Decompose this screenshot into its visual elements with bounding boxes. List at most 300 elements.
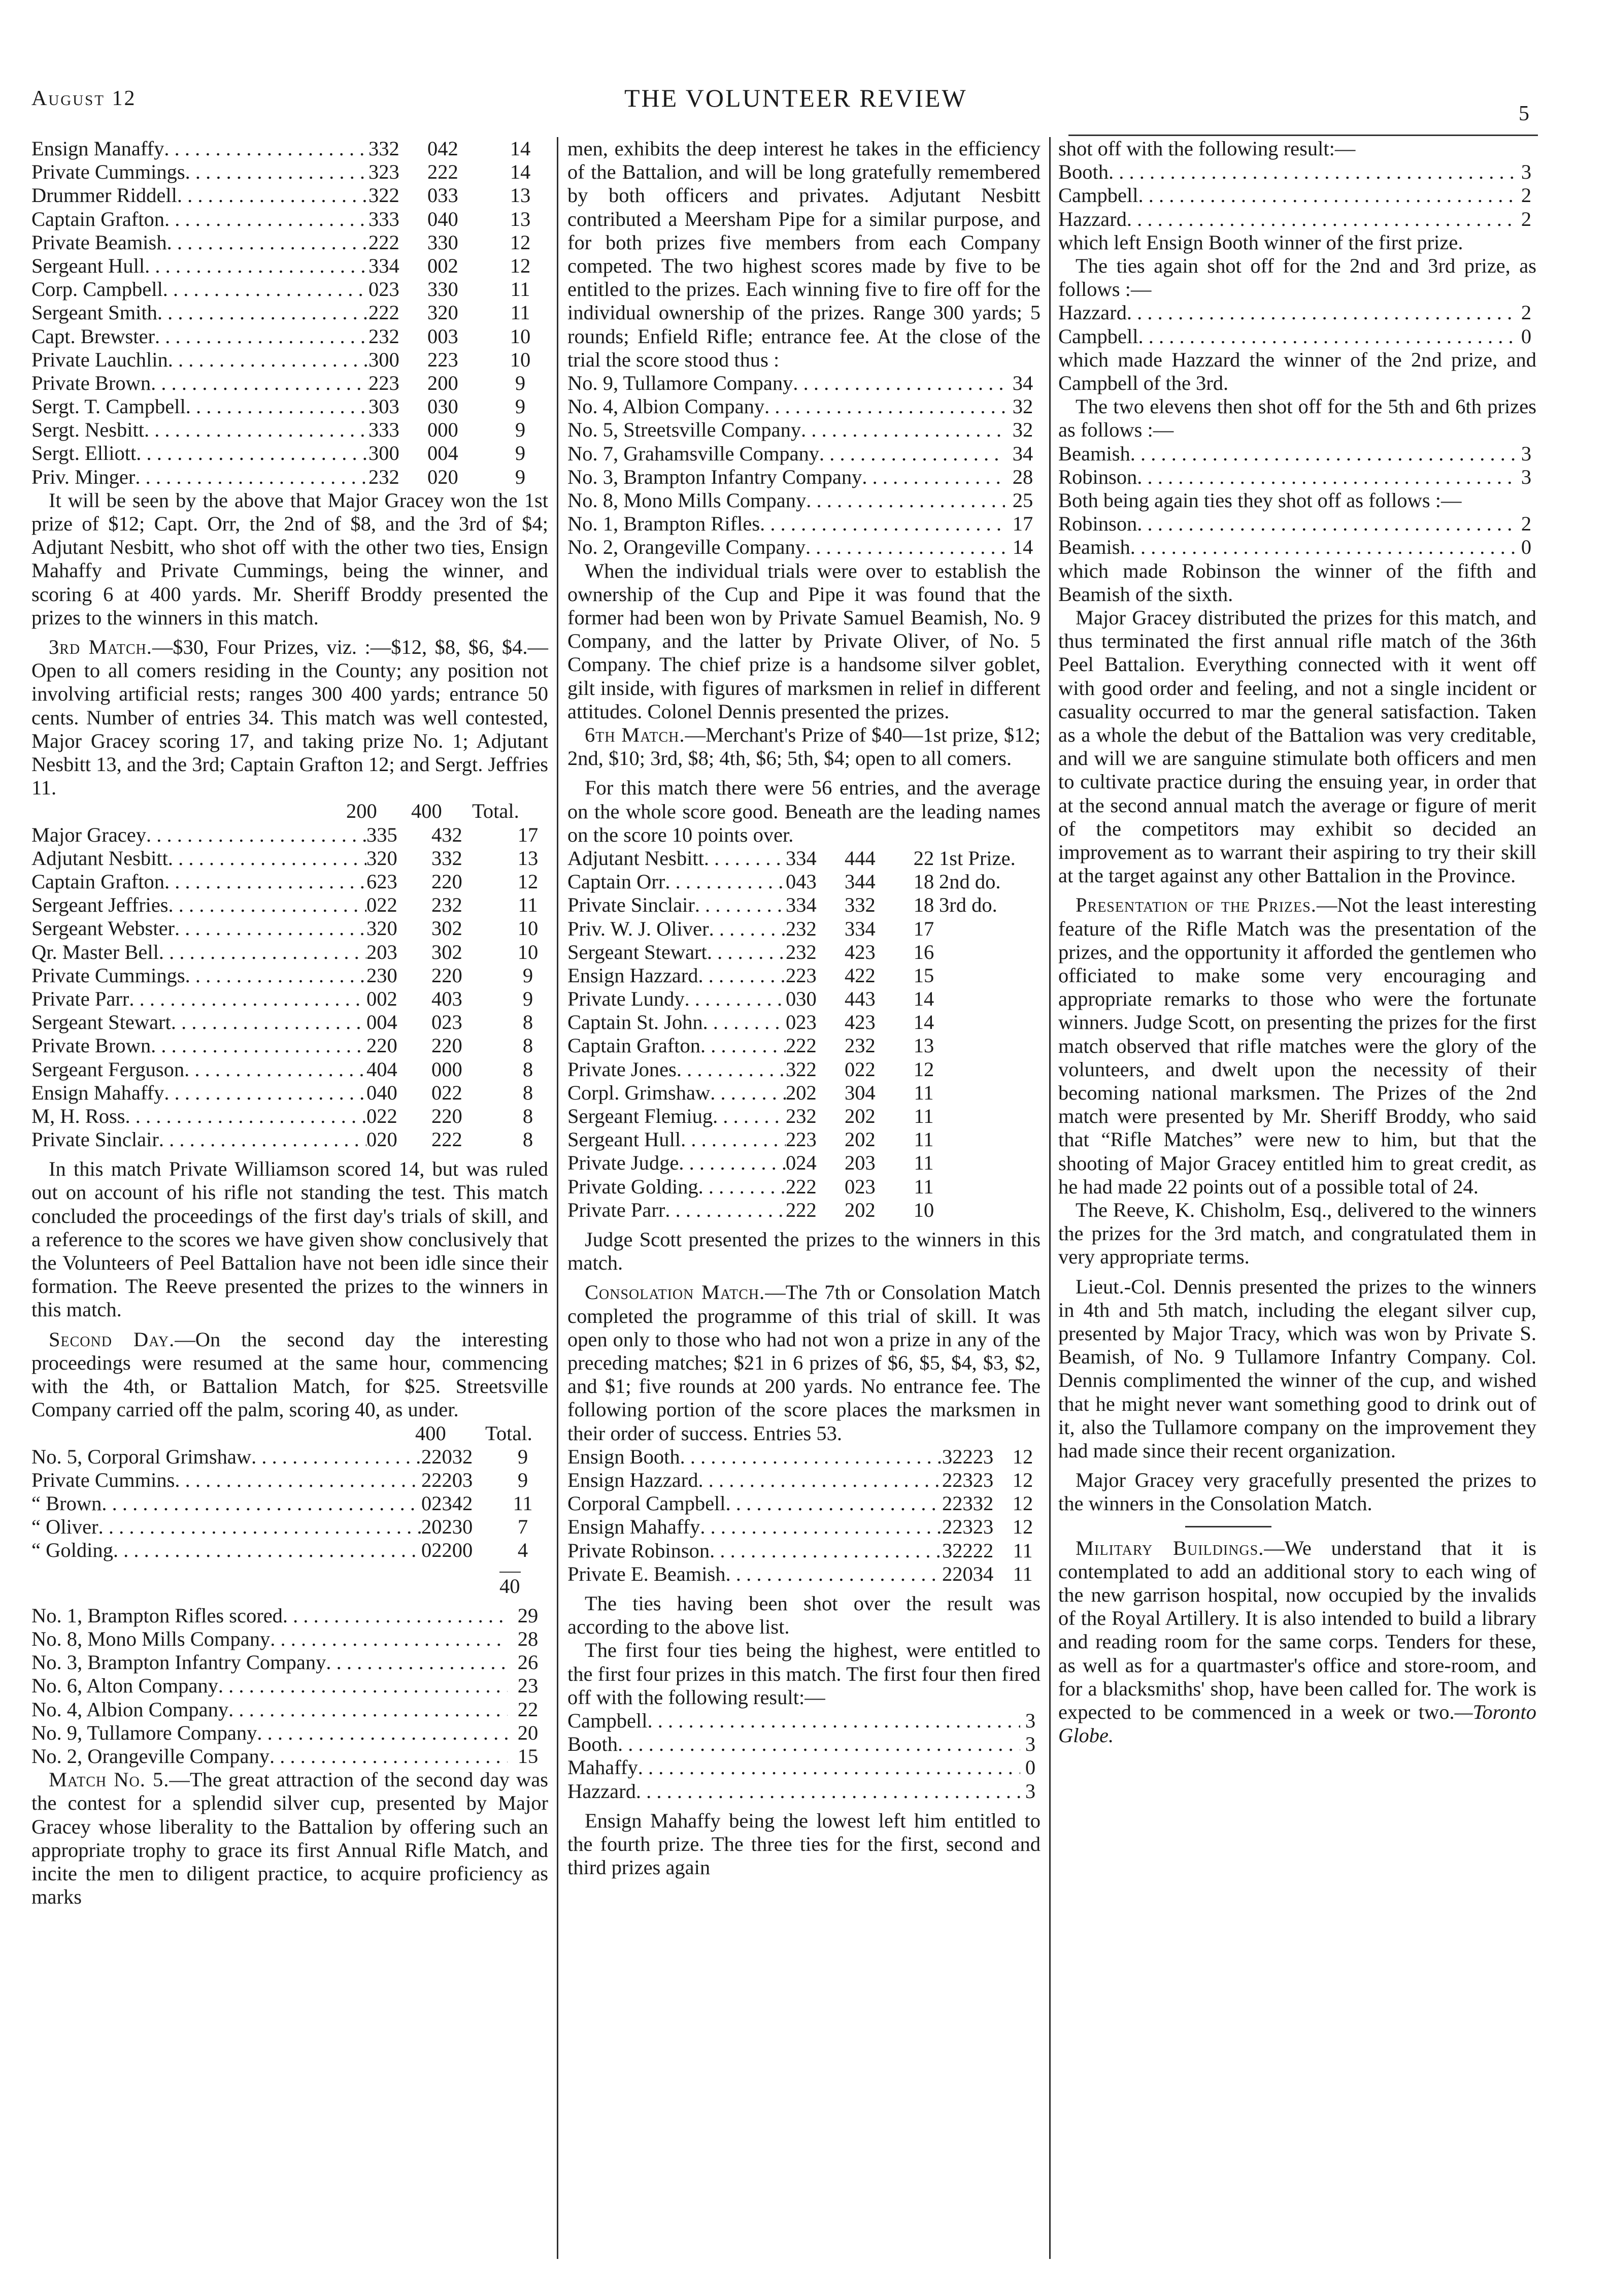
prize-place <box>939 941 1041 964</box>
score-total: 8 <box>522 1081 533 1104</box>
table-row <box>1058 160 1536 184</box>
table-row <box>31 208 548 231</box>
leader-dots <box>1109 160 1516 184</box>
table-row <box>567 418 1041 442</box>
competitor-name: Private Judge <box>567 1151 679 1175</box>
company-score-list <box>567 372 1041 559</box>
leader-dots <box>168 847 366 870</box>
table-row <box>567 1515 1041 1539</box>
leader-dots <box>164 870 366 893</box>
competitor-name: Captain Grafton <box>567 1034 701 1057</box>
section-text: —We understand that it is contemplated to add an additional story to each wing of the new garrison hospital, now occupied by the invalids of the Royal Artillery. It is also intended to build a library and reading room for the same corps. Tenders for these, as well as for a quartmaster's office and store-room, and for a blacksmiths' shop, have been called for. The work is expected to be commenced in a week or two. <box>1058 1536 1536 1724</box>
prize-place <box>939 1128 1041 1151</box>
score-200: 22323 <box>942 1515 994 1539</box>
header-rule <box>1068 135 1538 136</box>
company-name: No. 3, Brampton Infantry Company <box>31 1651 326 1674</box>
table-row <box>567 1492 1041 1515</box>
leader-dots <box>647 1709 1020 1733</box>
score-total: 8 <box>522 1034 533 1057</box>
paragraph: When the individual trials were over to establish the ownership of the Cup and Pipe it was found that the former had been won by Private Samuel Beamish, No. 9 Company, and the latter by Private Oliver, of No. 5 Company. The chief prize is a handsome silver goblet, gilt inside, with figures of marksmen in relief in different attitudes. Colonel Dennis presented the prizes. <box>567 559 1041 723</box>
table-row <box>567 1199 1041 1222</box>
table-row <box>31 348 548 372</box>
leader-dots <box>177 184 368 207</box>
section-head: Presentation of the Prizes. <box>1076 893 1317 917</box>
competitor-name: Sergeant Flemiug <box>567 1105 713 1128</box>
competitor-name: Adjutant Nesbitt <box>31 846 168 870</box>
score-total: 14 <box>510 137 531 160</box>
score-total: 12 <box>1012 1468 1033 1491</box>
score-total: 17 <box>517 823 539 846</box>
leader-dots <box>159 1128 366 1151</box>
prize-place <box>939 1151 1041 1175</box>
table-row <box>1058 442 1536 465</box>
score-400: 302 <box>431 917 462 940</box>
running-head-date: August 12 <box>31 87 137 110</box>
score-200: 303 <box>368 395 399 418</box>
score-total: 0 <box>1025 1756 1036 1779</box>
table-row <box>31 442 548 465</box>
score-200: 333 <box>368 418 399 442</box>
prize-place <box>939 1058 1041 1081</box>
tie-result-list <box>1058 160 1536 231</box>
section-text: —The 7th or Consolation Match completed the programme of this trial of skill. It was open only to those who had not won a prize in any of the preceding matches; $21 in 6 prizes of $6, $5, $4, $3, $2, and $1; five rounds at 200 yards. No entrance fee. The following portion of the score places the marksmen in their order of success. Entries 53. <box>567 1281 1041 1445</box>
table-row <box>31 870 548 893</box>
table-row <box>31 1651 548 1674</box>
leader-dots <box>159 941 366 964</box>
competitor-name: Beamish <box>1058 442 1130 465</box>
table-row <box>31 1627 548 1651</box>
score-200: 623 <box>366 870 397 893</box>
score-400: 023 <box>845 1175 876 1198</box>
company-name: No. 5, Streetsville Company <box>567 418 801 442</box>
paragraph: The first four ties being the highest, were entitled to the first four prizes in this match. The first four then fired off with the following result:— <box>567 1639 1041 1709</box>
paragraph <box>31 636 548 800</box>
score-total: 7 <box>517 1515 528 1539</box>
competitor-name: Hazzard <box>567 1779 636 1803</box>
prize-place <box>939 1199 1041 1222</box>
column-3 <box>1058 137 1536 1747</box>
score-200: 030 <box>786 987 817 1011</box>
score-400: 033 <box>427 184 458 207</box>
score-200: 022 <box>366 893 397 917</box>
score-total: 3 <box>1521 160 1532 184</box>
competitor-name: Qr. Master Bell <box>31 940 159 963</box>
score-total: 11 <box>1013 1562 1033 1585</box>
table-row <box>567 987 1041 1011</box>
score-total: 34 <box>1012 372 1033 395</box>
leader-dots <box>636 1780 1020 1803</box>
page-number: 5 <box>1519 102 1529 125</box>
prize-place <box>939 1175 1041 1199</box>
table-row <box>31 1445 548 1469</box>
score-400: 302 <box>431 940 462 963</box>
table-row <box>567 1011 1041 1034</box>
score-total: 9 <box>515 371 526 394</box>
competitor-name: Sergt. Elliott <box>31 442 137 465</box>
table-row <box>31 1539 548 1562</box>
score-total: 12 <box>1012 1515 1033 1539</box>
competitor-name: Private Brown <box>31 1034 151 1057</box>
score-400: 443 <box>845 987 876 1011</box>
paragraph: which left Ensign Booth winner of the first prize. <box>1058 230 1463 254</box>
table-row <box>31 917 548 940</box>
score-200: 323 <box>368 160 399 184</box>
table-row <box>31 1128 548 1151</box>
leader-dots <box>113 1539 421 1562</box>
competitor-name: Private Beamish <box>31 230 167 254</box>
score-400: 022 <box>431 1081 462 1104</box>
score-400: 004 <box>427 442 458 465</box>
competitor-name: Hazzard <box>1058 207 1127 230</box>
competitor-name: Ensign Hazzard <box>567 963 698 987</box>
score-total: 22 <box>517 1698 539 1721</box>
score-200: 320 <box>366 846 397 870</box>
score-total: 9 <box>522 987 533 1010</box>
score-200: 335 <box>366 823 397 846</box>
paragraph: The ties again shot off for the 2nd and 3rd prize, as follows :— <box>1058 254 1536 301</box>
competitor-name: Private E. Beamish <box>567 1562 726 1585</box>
score-400: 040 <box>427 207 458 230</box>
score-400: 022 <box>845 1057 876 1081</box>
score-total: 10 <box>517 917 539 940</box>
score-total: 12 <box>510 230 531 254</box>
leader-dots <box>164 208 368 231</box>
paragraph: Judge Scott presented the prizes to the winners in this match. <box>567 1227 1041 1275</box>
score-total: 8 <box>522 1104 533 1127</box>
score-total: 11 <box>914 1175 934 1198</box>
section-head: 6th Match. <box>585 723 685 746</box>
score-200: 223 <box>786 1128 817 1151</box>
score-200: 22323 <box>942 1468 994 1491</box>
leader-dots <box>679 1151 786 1175</box>
score-200: 223 <box>786 963 817 987</box>
score-400: 220 <box>431 1104 462 1127</box>
leader-dots <box>164 1081 366 1105</box>
leader-dots <box>710 1081 786 1105</box>
section-head: Military Buildings. <box>1076 1536 1264 1559</box>
leader-dots <box>184 1058 366 1081</box>
competitor-name: Robinson <box>1058 465 1137 488</box>
score-200: 333 <box>368 207 399 230</box>
company-name: No. 4, Albion Company <box>31 1698 229 1721</box>
leader-dots <box>135 465 368 489</box>
competitor-name: “ Golding <box>31 1539 113 1562</box>
leader-dots <box>700 1515 942 1539</box>
table-row <box>567 489 1041 512</box>
leader-dots <box>698 1469 942 1492</box>
company-name: No. 3, Brampton Infantry Company <box>567 465 862 488</box>
table-row <box>567 372 1041 395</box>
score-400: 200 <box>427 371 458 394</box>
leader-dots <box>136 442 368 465</box>
score-total: 9 <box>522 963 533 987</box>
score-total: 3 <box>1025 1709 1036 1732</box>
score-400: 423 <box>845 1011 876 1034</box>
score-total: 9 <box>517 1468 528 1491</box>
table-row <box>567 1469 1041 1492</box>
tie-result-list <box>1058 442 1536 489</box>
table-row <box>31 1674 548 1698</box>
table-row <box>31 1721 548 1745</box>
competitor-name: Booth <box>567 1733 618 1756</box>
table-row <box>567 847 1041 870</box>
table-row <box>567 536 1041 559</box>
company-name: No. 9, Tullamore Company <box>567 372 793 395</box>
source-credit: —Toronto Globe. <box>1058 1701 1536 1747</box>
leader-dots <box>171 1011 366 1034</box>
sum-value: 40 <box>499 1574 520 1598</box>
table-row <box>31 137 548 160</box>
score-total: 12 <box>913 1057 934 1081</box>
competitor-name: Mahaffy <box>567 1756 638 1779</box>
score-total: 34 <box>1012 442 1033 465</box>
score-total: 23 <box>517 1674 539 1698</box>
score-200: 022 <box>366 1104 397 1127</box>
score-total: 2 <box>1521 512 1532 536</box>
competitor-name: Captain Grafton <box>31 207 165 230</box>
competitor-name: Capt. Brewster <box>31 324 155 348</box>
leader-dots <box>125 1105 366 1128</box>
table-row <box>1058 465 1536 489</box>
score-200: 300 <box>368 442 399 465</box>
competitor-name: Sergeant Stewart <box>31 1011 171 1034</box>
score-400: 020 <box>427 465 458 488</box>
table-row <box>31 1058 548 1081</box>
table-row <box>31 254 548 278</box>
paragraph: Both being again ties they shot off as follows :— <box>1058 488 1462 512</box>
score-200: 222 <box>786 1034 817 1057</box>
table-row <box>31 1745 548 1768</box>
section-text: —$30, Four Prizes, viz. :—$12, $8, $6, $4.—Open to all comers residing in the County; any position not involving artificial rests; ranges 300 400 yards; entrance 50 cents. Number of entries 34. This match was well contested, Major Gracey scoring 17, and taking prize No. 1; Adjutant Nesbitt 13, and the 3rd; Captain Grafton 12; and Sergt. Jeffries 11. <box>31 636 548 800</box>
leader-dots <box>175 917 366 940</box>
tie-result-list <box>1058 301 1536 348</box>
section-divider <box>1185 1526 1271 1527</box>
score-total: 2 <box>1521 301 1532 324</box>
company-name: No. 6, Alton Company <box>31 1674 218 1698</box>
company-score-list <box>31 1604 548 1768</box>
competitor-name: Sergeant Smith <box>31 301 157 324</box>
table-row <box>31 1081 548 1105</box>
prize-place <box>939 1011 1041 1034</box>
score-200: 023 <box>368 278 399 301</box>
col-head: Total. <box>472 800 519 823</box>
score-total: 12 <box>517 870 539 893</box>
column-2 <box>567 137 1041 1879</box>
score-total: 11 <box>518 893 538 917</box>
paragraph <box>567 723 1041 770</box>
table-row <box>1058 536 1536 559</box>
col-head: 400 <box>415 1421 446 1445</box>
competitor-name: Private Sinclair <box>31 1128 159 1151</box>
paragraph: which made Hazzard the winner of the 2nd prize, and Campbell of the 3rd. <box>1058 348 1536 394</box>
competitor-name: Private Lundy <box>567 987 685 1011</box>
score-total: 11 <box>914 1081 934 1104</box>
paragraph: Ensign Mahaffy being the lowest left him entitled to the fourth prize. The three ties for the first, second and third prizes again <box>567 1809 1041 1879</box>
competitor-name: Sergeant Hull <box>567 1128 681 1151</box>
table-row <box>31 1492 548 1515</box>
col-head: 400 <box>411 800 442 823</box>
table-row <box>567 1175 1041 1199</box>
leader-dots <box>146 823 366 847</box>
score-200: 322 <box>368 184 399 207</box>
score-400: 023 <box>431 1011 462 1034</box>
competitor-name: Private Jones <box>567 1057 677 1081</box>
score-400: 222 <box>431 1128 462 1151</box>
leader-dots <box>695 893 786 917</box>
leader-dots <box>677 1058 786 1081</box>
table-row <box>31 1469 548 1492</box>
paragraph <box>31 1328 548 1422</box>
score-400: 403 <box>431 987 462 1010</box>
leader-dots <box>164 137 368 160</box>
score-400: 202 <box>845 1198 876 1221</box>
competitor-name: Sergeant Jeffries <box>31 893 169 917</box>
leader-dots <box>1127 208 1516 231</box>
score-400: 042 <box>427 137 458 160</box>
table-row <box>31 278 548 301</box>
score-total: 29 <box>517 1604 539 1627</box>
score-total: 8 <box>522 1011 533 1034</box>
score-total: 9 <box>515 442 526 465</box>
leader-dots <box>1130 442 1516 465</box>
competitor-name: Private Cummings <box>31 160 185 184</box>
prize-place: 1st Prize. <box>939 846 1016 870</box>
score-total: 26 <box>517 1651 539 1674</box>
score-400: 20230 <box>421 1515 473 1539</box>
score-200: 232 <box>786 917 817 940</box>
score-400: 444 <box>845 846 876 870</box>
score-200: 043 <box>786 870 817 893</box>
competitor-name: Sergt. Nesbitt <box>31 418 144 442</box>
score-200: 222 <box>786 1198 817 1221</box>
leader-dots <box>726 1492 942 1515</box>
score-total: 28 <box>1012 465 1033 488</box>
score-table-sixth-match <box>567 847 1041 1222</box>
table-row <box>1058 301 1536 324</box>
score-total: 16 <box>913 940 934 963</box>
leader-dots <box>167 231 368 254</box>
leader-dots <box>151 1034 366 1057</box>
company-name: No. 7, Grahamsville Company <box>567 442 820 465</box>
score-total: 25 <box>1012 488 1033 512</box>
table-row <box>31 325 548 348</box>
score-200: 300 <box>368 348 399 371</box>
paragraph: In this match Private Williamson scored 14, but was ruled out on account of his rifle not standing the test. This match concluded the proceedings of the first day's trials of skill, and a reference to the scores we have given show conclusively that the Volunteers of Peel Battalion have not been idle since their formation. The Reeve presented the prizes to the winners in this match. <box>31 1157 548 1321</box>
score-200: 220 <box>366 1034 397 1057</box>
table-row <box>31 1515 548 1539</box>
table-row <box>567 893 1041 917</box>
section-head: 3rd Match. <box>49 636 152 659</box>
company-name: No. 2, Orangeville Company <box>31 1744 270 1768</box>
score-400: 000 <box>431 1057 462 1081</box>
score-total: 10 <box>510 348 531 371</box>
score-400: 432 <box>431 823 462 846</box>
tie-result-list <box>567 1709 1041 1803</box>
paragraph: The ties having been shot over the result was according to the above list. <box>567 1591 1041 1639</box>
score-total: 22 <box>913 846 934 870</box>
competitor-name: Corp. Campbell <box>31 278 163 301</box>
leader-dots <box>270 1627 508 1651</box>
paragraph <box>567 1281 1041 1445</box>
competitor-name: Private Golding <box>567 1175 698 1198</box>
paragraph: Major Gracey distributed the prizes for this match, and thus terminated the first annual rifle match of the 36th Peel Battalion. Everything connected with it went off with good order and feeling, and not a single incident or casuality occurred to mar the general satisfaction. Taken as a whole the debut of the Battalion was very creditable, and will we are sanguine stimulate both officers and men to cultivate practice during the ensuing year, in order that at the second annual match the average or figure of merit of the competitors may exhibit so decided an improvement as to warrant their aspiring to try their skill at the target against any other Battalion in the Province. <box>1058 606 1536 887</box>
score-total: 10 <box>510 324 531 348</box>
leader-dots <box>709 917 786 941</box>
score-total: 0 <box>1521 324 1532 348</box>
leader-dots <box>764 395 1005 418</box>
score-200: 334 <box>786 893 817 917</box>
section-head: Match No. 5. <box>49 1768 170 1791</box>
competitor-name: No. 5, Corporal Grimshaw <box>31 1445 252 1468</box>
leader-dots <box>806 536 1005 559</box>
leader-dots <box>185 160 368 184</box>
score-400: 423 <box>845 940 876 963</box>
leader-dots <box>218 1674 508 1698</box>
leader-dots <box>257 1721 508 1745</box>
score-400: 330 <box>427 278 458 301</box>
table-row <box>31 847 548 870</box>
column-1 <box>31 137 548 1909</box>
score-200: 332 <box>368 137 399 160</box>
leader-dots <box>638 1756 1020 1779</box>
score-400: 334 <box>845 917 876 940</box>
leader-dots <box>665 870 786 893</box>
score-total: 14 <box>1012 536 1033 559</box>
score-total: 10 <box>913 1198 934 1221</box>
competitor-name: Sergt. T. Campbell <box>31 395 186 418</box>
table-row <box>31 987 548 1011</box>
table-row <box>567 442 1041 465</box>
table-row <box>567 917 1041 941</box>
score-total: 11 <box>510 301 530 324</box>
company-name: No. 1, Brampton Rifles <box>567 512 760 536</box>
score-400: 220 <box>431 870 462 893</box>
score-table-consolation <box>567 1445 1041 1586</box>
competitor-name: Ensign Booth <box>567 1445 680 1468</box>
score-200: 202 <box>786 1081 817 1104</box>
table-row <box>567 1445 1041 1469</box>
score-400: 232 <box>431 893 462 917</box>
table-row <box>31 465 548 489</box>
company-name: No. 2, Orangeville Company <box>567 536 806 559</box>
col-head: 200 <box>346 800 377 823</box>
leader-dots <box>801 418 1005 442</box>
leader-dots <box>1127 301 1516 324</box>
competitor-name: Ensign Manaffy <box>31 137 164 160</box>
leader-dots <box>681 1128 786 1151</box>
score-total: 3 <box>1025 1779 1036 1803</box>
competitor-name: Booth <box>1058 160 1109 184</box>
leader-dots <box>169 893 366 917</box>
section-text: —Merchant's Prize of $40—1st prize, $12; 2nd, $10; 3rd, $8; 4th, $6; 5th, $4; open to all comers. <box>567 723 1041 770</box>
table-row <box>567 1780 1041 1803</box>
table-row <box>31 301 548 324</box>
table-row <box>1058 512 1536 536</box>
table-row <box>567 1081 1041 1105</box>
score-total: 18 <box>913 870 934 893</box>
competitor-name: Private Robinson <box>567 1539 710 1562</box>
table-row <box>567 1709 1041 1733</box>
score-total: 11 <box>914 1128 934 1151</box>
leader-dots <box>157 301 368 324</box>
score-400: 22032 <box>421 1445 473 1468</box>
prize-place <box>939 917 1041 941</box>
prize-place <box>939 964 1041 987</box>
tie-result-list <box>1058 512 1536 559</box>
table-row <box>567 1756 1041 1779</box>
score-total: 32 <box>1012 418 1033 442</box>
competitor-name: Corpl. Grimshaw <box>567 1081 711 1104</box>
